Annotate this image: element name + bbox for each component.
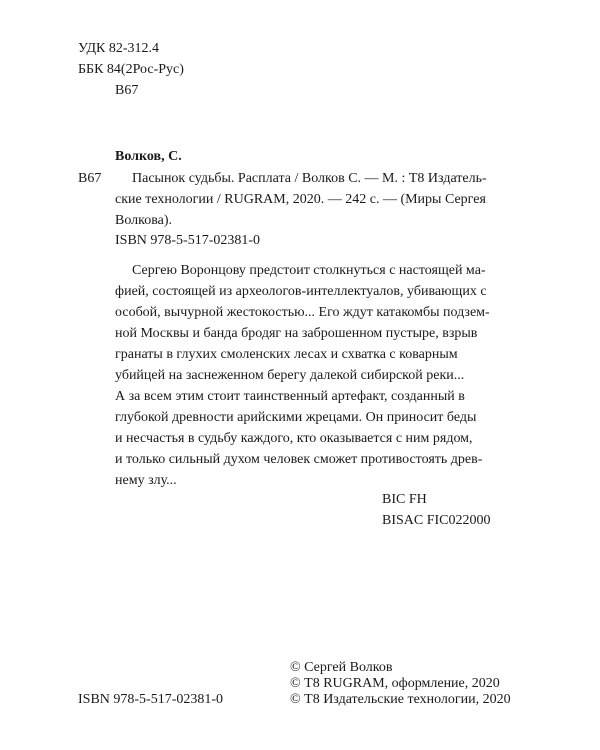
catalog-isbn: ISBN 978-5-517-02381-0 bbox=[115, 233, 261, 248]
annotation-line: Сергею Воронцову предстоит столкнуться с настоящей ма- bbox=[132, 263, 486, 278]
catalog-author: Волков, С. bbox=[115, 149, 182, 164]
annotation-line: фией, состоящей из археологов-интеллектуалов, убивающих с bbox=[115, 284, 487, 299]
description-line: Пасынок судьбы. Расплата / Волков С. — М. : Т8 Издатель- bbox=[132, 171, 487, 186]
udk-code: УДК 82-312.4 bbox=[78, 41, 160, 56]
description-line: Волкова). bbox=[115, 213, 173, 228]
annotation bbox=[115, 260, 505, 491]
annotation-line: глубокой древности арийскими жрецами. Он приносит беды bbox=[115, 410, 477, 425]
annotation-line: и только сильный духом человек сможет противостоять древ- bbox=[115, 452, 483, 467]
bisac-code: BISAC FIC022000 bbox=[382, 513, 491, 528]
annotation-line: убийцей на заснеженном берегу далекой сибирской реки... bbox=[115, 368, 465, 383]
annotation-line: нему злу... bbox=[115, 473, 177, 488]
description-line: ские технологии / RUGRAM, 2020. — 242 с. — (Миры Сергея bbox=[115, 192, 486, 207]
copyright-author: © Сергей Волков bbox=[290, 660, 393, 675]
annotation-line: особой, вычурной жестокостью... Его ждут катакомбы подзем- bbox=[115, 305, 490, 320]
bottom-isbn: ISBN 978-5-517-02381-0 bbox=[78, 692, 224, 707]
copyright-design: © Т8 RUGRAM, оформление, 2020 bbox=[290, 676, 500, 691]
catalog-entry-code: В67 bbox=[78, 171, 102, 186]
bbk-code: ББК 84(2Рос-Рус) bbox=[78, 62, 184, 77]
catalog-description bbox=[115, 168, 505, 231]
bic-code: BIC FH bbox=[382, 492, 427, 507]
annotation-line: и несчастья в судьбу каждого, кто оказывается с ним рядом, bbox=[115, 431, 473, 446]
author-sign: В67 bbox=[115, 83, 139, 98]
annotation-line: ной Москвы и банда бродяг на заброшенном пустыре, взрыв bbox=[115, 326, 478, 341]
annotation-line: гранаты в глухих смоленских лесах и схватка с коварным bbox=[115, 347, 458, 362]
copyright-publisher: © Т8 Издательские технологии, 2020 bbox=[290, 692, 511, 707]
annotation-line: А за всем этим стоит таинственный артефакт, созданный в bbox=[115, 389, 465, 404]
